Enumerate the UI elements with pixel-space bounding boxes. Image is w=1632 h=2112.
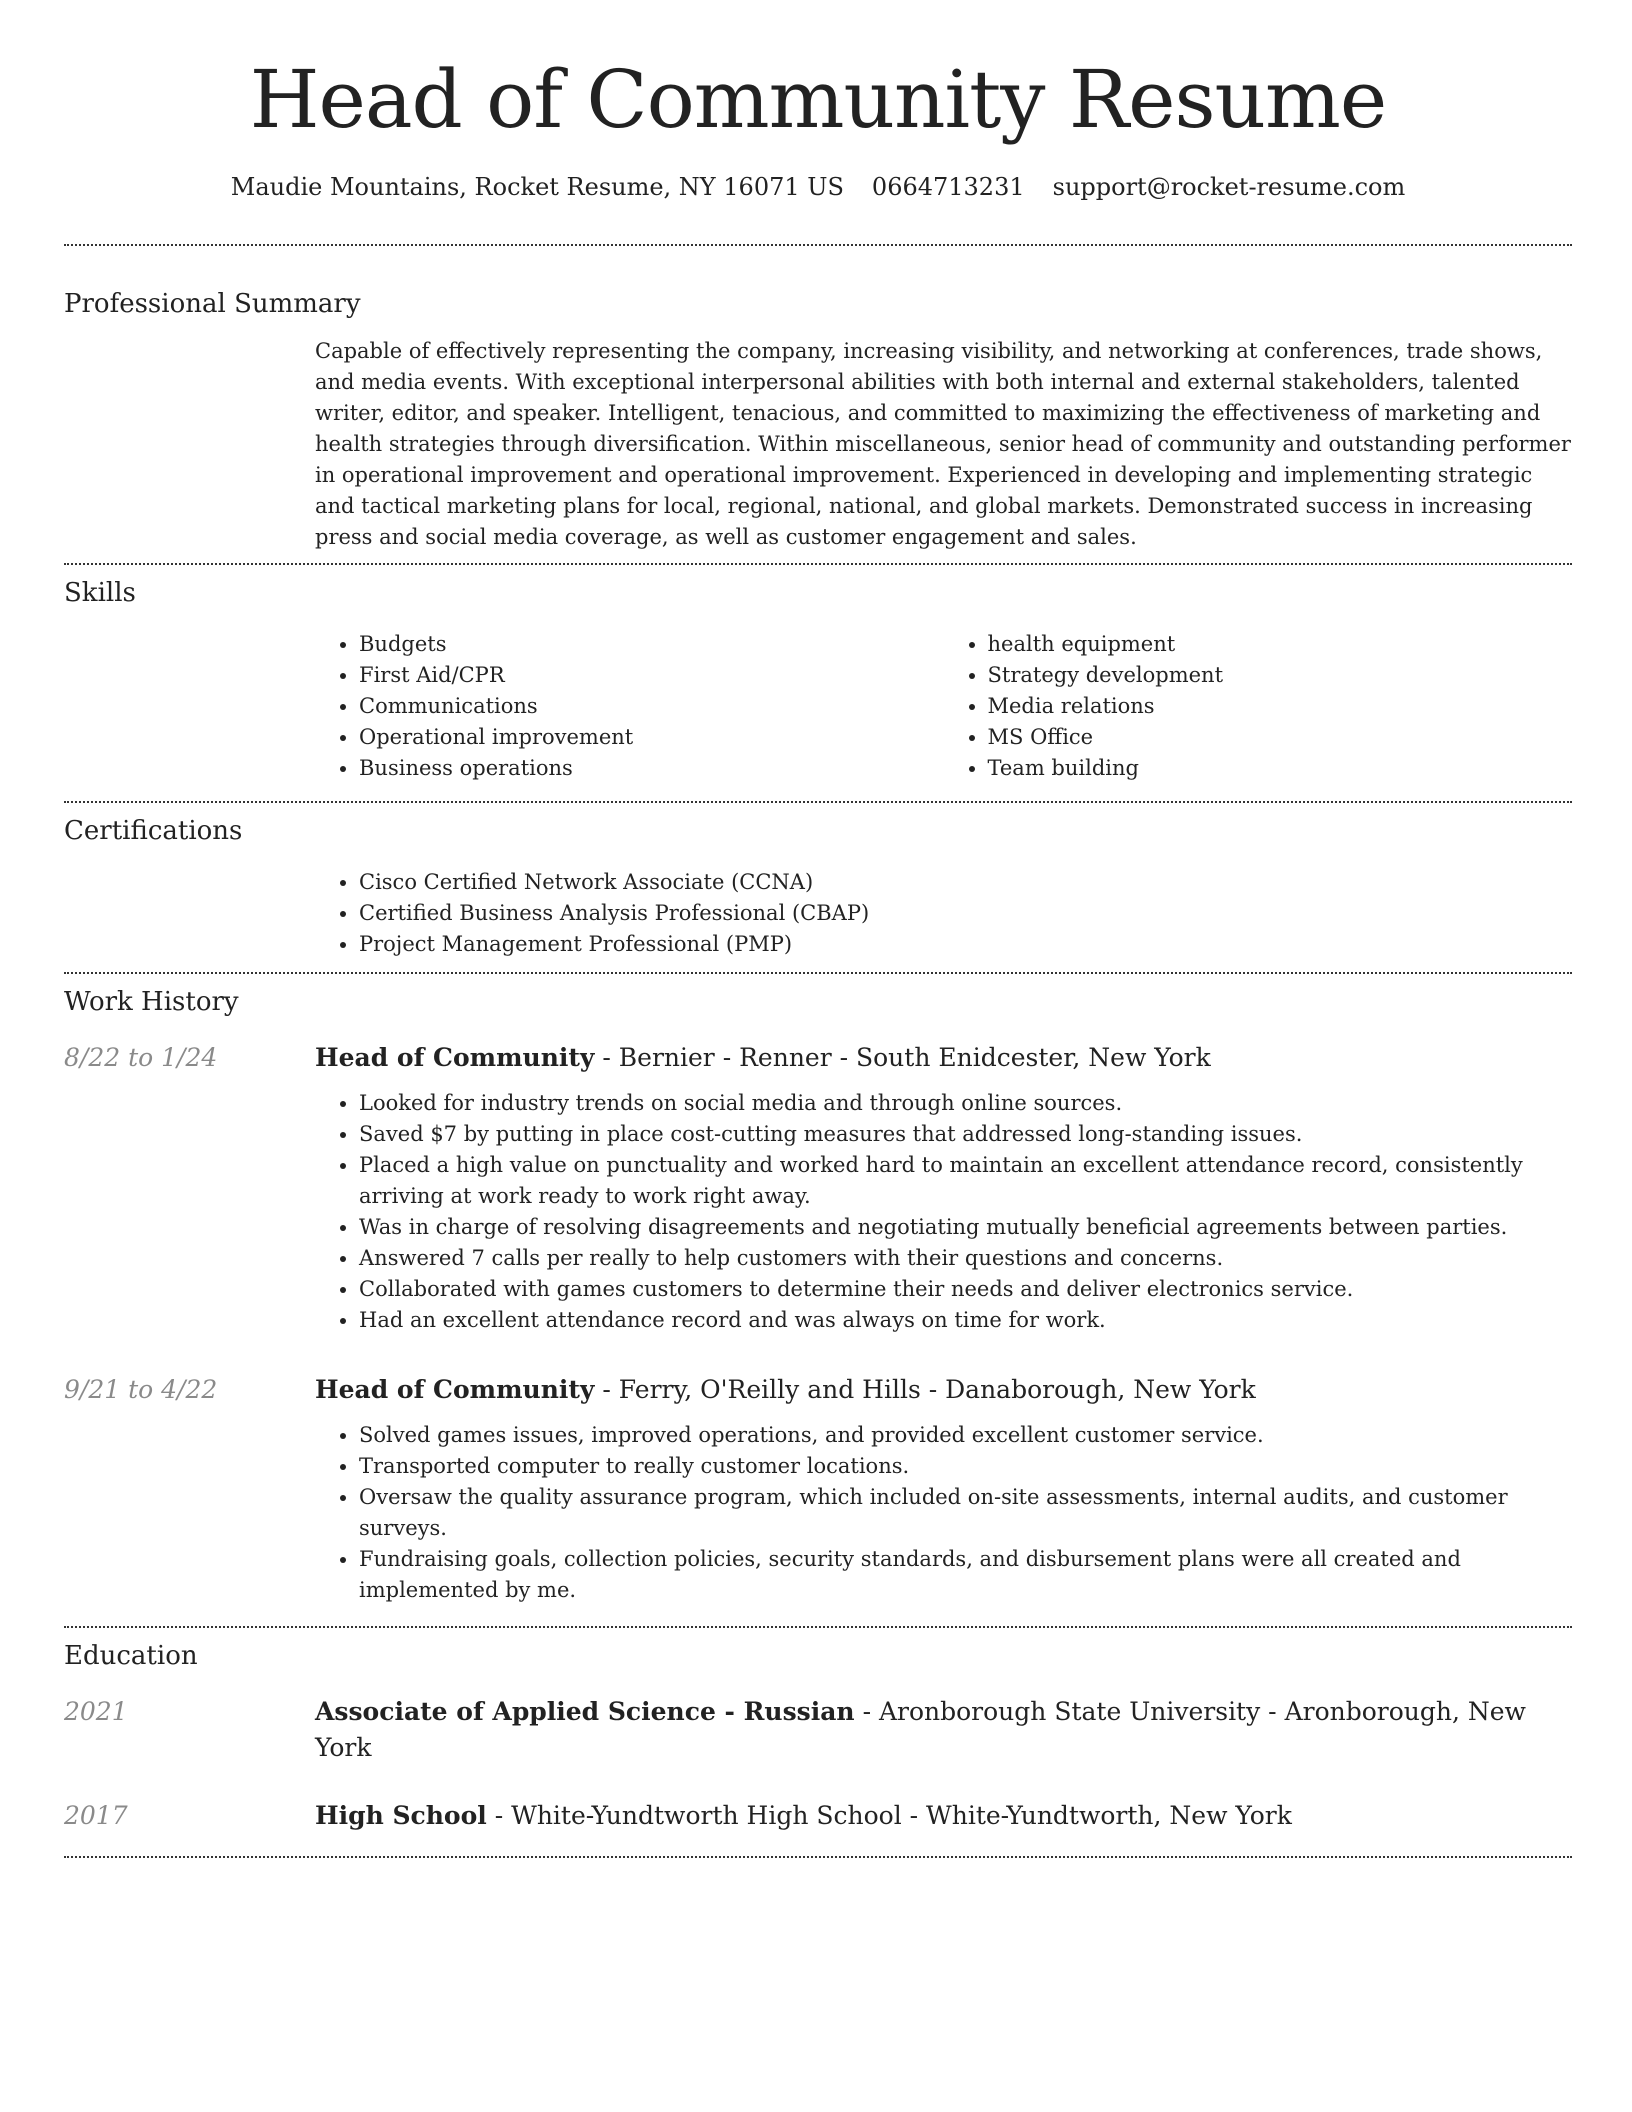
contact-email[interactable]: support@rocket-resume.com (1052, 173, 1406, 201)
list-item: • MS Office (988, 722, 1573, 753)
section-title-summary: Professional Summary (64, 289, 361, 319)
summary-text: Capable of effectively representing the company, increasing visibility, and networking at conferences, trade shows, and media events. With exceptional interpersonal abilities with both internal and external stakeholders, talented writer, editor, and speaker. Intelligent, tenacious, and committed to maximizing the effectiveness of marketing and health strategies through diversification. Within miscellaneous, senior head of community and outstanding performer in operational improvement and operational improvement. Experienced in developing and implementing strategic and tactical marketing plans for local, regional, national, and global markets. Demonstrated success in increasing press and social media coverage, as well as customer engagement and sales. (315, 339, 1571, 549)
job-details: - Ferry, O'Reilly and Hills - Danaborough, New York (594, 1375, 1256, 1404)
contact-address: Maudie Mountains, Rocket Resume, NY 16071 US (230, 173, 844, 201)
section-title-work: Work History (64, 987, 239, 1017)
job-bullets (315, 1420, 1572, 1606)
contact-phone: 0664713231 (871, 173, 1025, 201)
list-item: • Collaborated with games customers to determine their needs and deliver electronics service. (359, 1274, 1572, 1305)
section-title-education: Education (64, 1641, 198, 1671)
list-item: • Strategy development (988, 660, 1573, 691)
list-item: • Had an excellent attendance record and was always on time for work. (359, 1305, 1572, 1336)
list-item: • Saved $7 by putting in place cost-cutting measures that addressed long-standing issues. (359, 1119, 1572, 1150)
section-skills (64, 565, 1572, 784)
skills-list-right (944, 629, 1573, 784)
list-item: • Placed a high value on punctuality and worked hard to maintain an excellent attendance record, consistently arriving at work ready to work right away. (359, 1150, 1572, 1212)
skills-grid (315, 629, 1572, 784)
list-item: • Communications (359, 691, 944, 722)
job-details: - Bernier - Renner - South Enidcester, New York (594, 1043, 1211, 1072)
job-body (315, 1372, 1572, 1606)
list-item: • First Aid/CPR (359, 660, 944, 691)
resume-page (64, 0, 1572, 1858)
section-certifications (64, 803, 1572, 960)
list-item: • Team building (988, 753, 1573, 784)
education-details: - Aronborough State University - Aronborough, New York (315, 1697, 1526, 1762)
list-item: • Solved games issues, improved operations, and provided excellent customer service. (359, 1420, 1572, 1451)
list-item: • Transported computer to really customer locations. (359, 1451, 1572, 1482)
list-item: • Operational improvement (359, 722, 944, 753)
section-work-history (64, 974, 1572, 1606)
list-item: • Budgets (359, 629, 944, 660)
list-item: • Looked for industry trends on social media and through online sources. (359, 1088, 1572, 1119)
education-body (315, 1798, 1572, 1834)
list-item: • Was in charge of resolving disagreements and negotiating mutually beneficial agreements between parties. (359, 1212, 1572, 1243)
list-item: • Answered 7 calls per really to help customers with their questions and concerns. (359, 1243, 1572, 1274)
resume-title: Head of Community Resume (249, 53, 1387, 146)
education-title (315, 1694, 1572, 1766)
job-entry (64, 1372, 1572, 1606)
skills-content (315, 629, 1572, 784)
job-role: Head of Community (315, 1043, 595, 1072)
section-education (64, 1628, 1572, 1834)
section-summary (64, 246, 1572, 553)
job-bullets (315, 1088, 1572, 1336)
list-item: • Certified Business Analysis Professional (CBAP) (359, 898, 1572, 929)
divider (64, 1856, 1572, 1858)
job-title (315, 1372, 1572, 1408)
job-body (315, 1040, 1572, 1336)
list-item: • Media relations (988, 691, 1573, 722)
skills-list-left (315, 629, 944, 784)
contact-line (64, 170, 1572, 204)
education-title (315, 1798, 1572, 1834)
job-title (315, 1040, 1572, 1076)
section-title-skills: Skills (64, 578, 136, 608)
job-role: Head of Community (315, 1375, 595, 1404)
education-entry (64, 1798, 1572, 1834)
education-year: 2017 (64, 1801, 128, 1830)
job-dates: 9/21 to 4/22 (64, 1375, 218, 1404)
list-item: • Project Management Professional (PMP) (359, 929, 1572, 960)
section-title-certifications: Certifications (64, 816, 243, 846)
list-item: • Business operations (359, 753, 944, 784)
education-entry (64, 1694, 1572, 1766)
summary-content (315, 336, 1572, 553)
list-item: • Oversaw the quality assurance program, which included on-site assessments, internal audits, and customer surveys. (359, 1482, 1572, 1544)
education-year: 2021 (64, 1697, 128, 1726)
education-details: - White-Yundtworth High School - White-Yundtworth, New York (486, 1801, 1292, 1830)
education-degree: Associate of Applied Science - Russian (315, 1697, 855, 1726)
certifications-list (315, 867, 1572, 960)
list-item: • Fundraising goals, collection policies, security standards, and disbursement plans were all created and implemented by me. (359, 1544, 1572, 1606)
list-item: • health equipment (988, 629, 1573, 660)
job-entry (64, 1040, 1572, 1336)
list-item: • Cisco Certified Network Associate (CCNA) (359, 867, 1572, 898)
education-body (315, 1694, 1572, 1766)
job-dates: 8/22 to 1/24 (64, 1043, 218, 1072)
certifications-content (315, 867, 1572, 960)
education-degree: High School (315, 1801, 487, 1830)
